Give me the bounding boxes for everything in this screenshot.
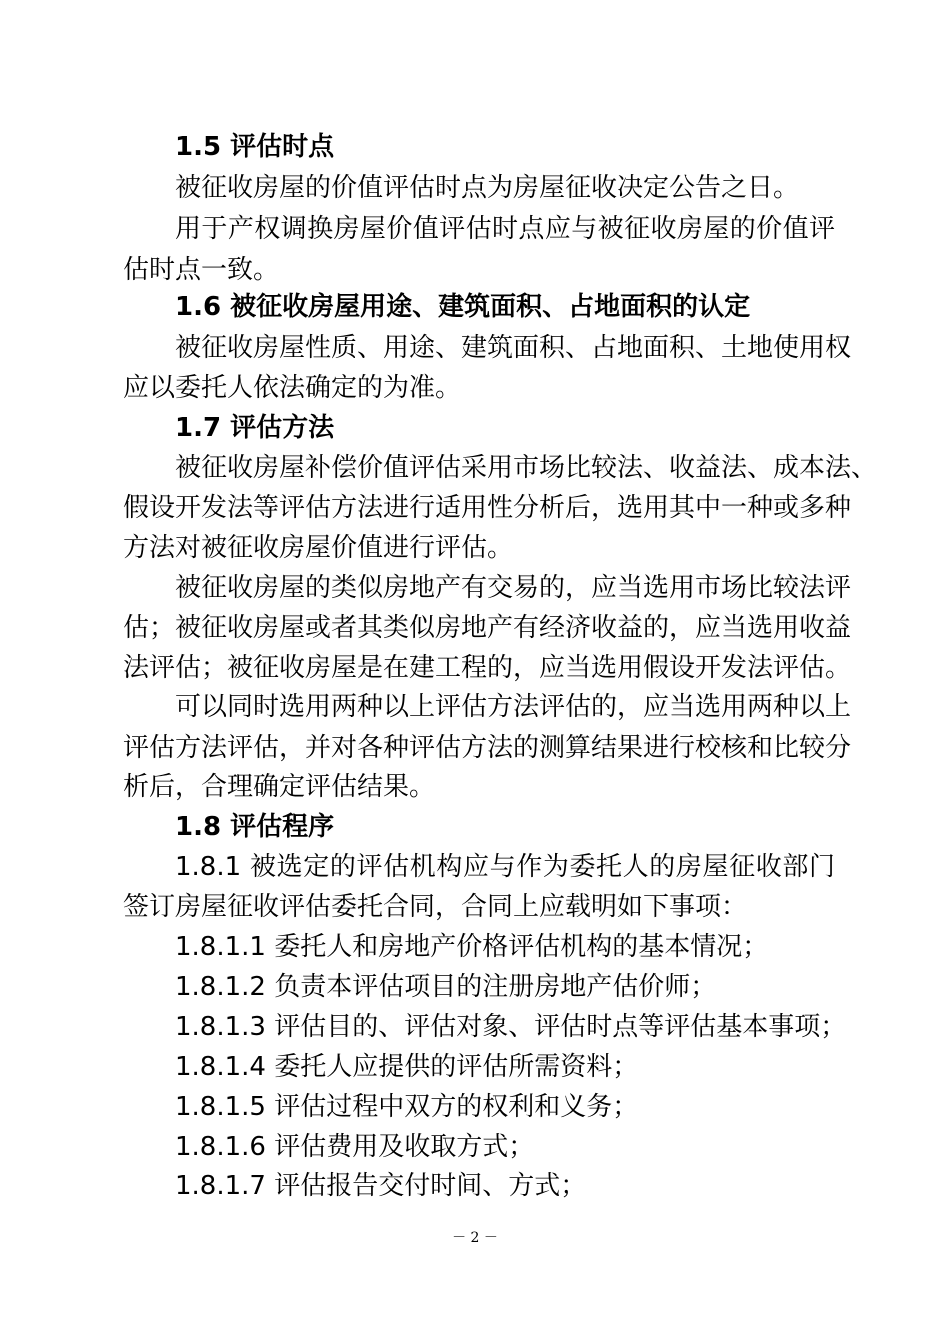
list-item: 1.8.1.7 评估报告交付时间、方式； xyxy=(175,1171,587,1201)
list-item: 1.8.1.3 评估目的、评估对象、评估时点等评估基本事项； xyxy=(175,1012,847,1042)
paragraph-line: 签订房屋征收评估委托合同，合同上应载明如下事项： xyxy=(123,892,748,922)
paragraph-line: 用于产权调换房屋价值评估时点应与被征收房屋的价值评 xyxy=(175,214,835,244)
paragraph-line: 被征收房屋补偿价值评估采用市场比较法、收益法、成本法、 xyxy=(175,453,878,483)
section-1-5-heading: 1.5 评估时点 xyxy=(175,132,335,162)
paragraph-line: 被征收房屋性质、用途、建筑面积、占地面积、土地使用权 xyxy=(175,333,852,363)
list-item: 1.8.1.1 委托人和房地产价格评估机构的基本情况； xyxy=(175,932,769,962)
section-1-8-heading: 1.8 评估程序 xyxy=(175,812,335,842)
list-item: 1.8.1.4 委托人应提供的评估所需资料； xyxy=(175,1052,639,1082)
paragraph-line: 估；被征收房屋或者其类似房地产有经济收益的，应当选用收益 xyxy=(123,613,852,643)
page-number: － 2 － xyxy=(452,1230,498,1246)
paragraph-line: 被征收房屋的价值评估时点为房屋征收决定公告之日。 xyxy=(175,173,800,203)
list-item: 1.8.1.5 评估过程中双方的权利和义务； xyxy=(175,1092,639,1122)
paragraph-line: 假设开发法等评估方法进行适用性分析后，选用其中一种或多种 xyxy=(123,493,852,523)
section-1-6-heading: 1.6 被征收房屋用途、建筑面积、占地面积的认定 xyxy=(175,292,751,322)
list-item: 1.8.1.6 评估费用及收取方式； xyxy=(175,1132,535,1162)
list-item: 1.8.1.2 负责本评估项目的注册房地产估价师； xyxy=(175,972,717,1002)
paragraph-line: 方法对被征收房屋价值进行评估。 xyxy=(123,533,514,563)
paragraph-line: 析后，合理确定评估结果。 xyxy=(123,772,436,802)
paragraph-line: 1.8.1 被选定的评估机构应与作为委托人的房屋征收部门 xyxy=(175,852,835,882)
paragraph-line: 法评估；被征收房屋是在建工程的，应当选用假设开发法评估。 xyxy=(123,653,852,683)
paragraph-line: 评估方法评估，并对各种评估方法的测算结果进行校核和比较分 xyxy=(123,733,852,763)
paragraph-line: 被征收房屋的类似房地产有交易的，应当选用市场比较法评 xyxy=(175,573,852,603)
paragraph-line: 可以同时选用两种以上评估方法评估的，应当选用两种以上 xyxy=(175,692,852,722)
paragraph-line: 应以委托人依法确定的为准。 xyxy=(123,373,462,403)
paragraph-line: 估时点一致。 xyxy=(123,255,280,285)
section-1-7-heading: 1.7 评估方法 xyxy=(175,413,335,443)
